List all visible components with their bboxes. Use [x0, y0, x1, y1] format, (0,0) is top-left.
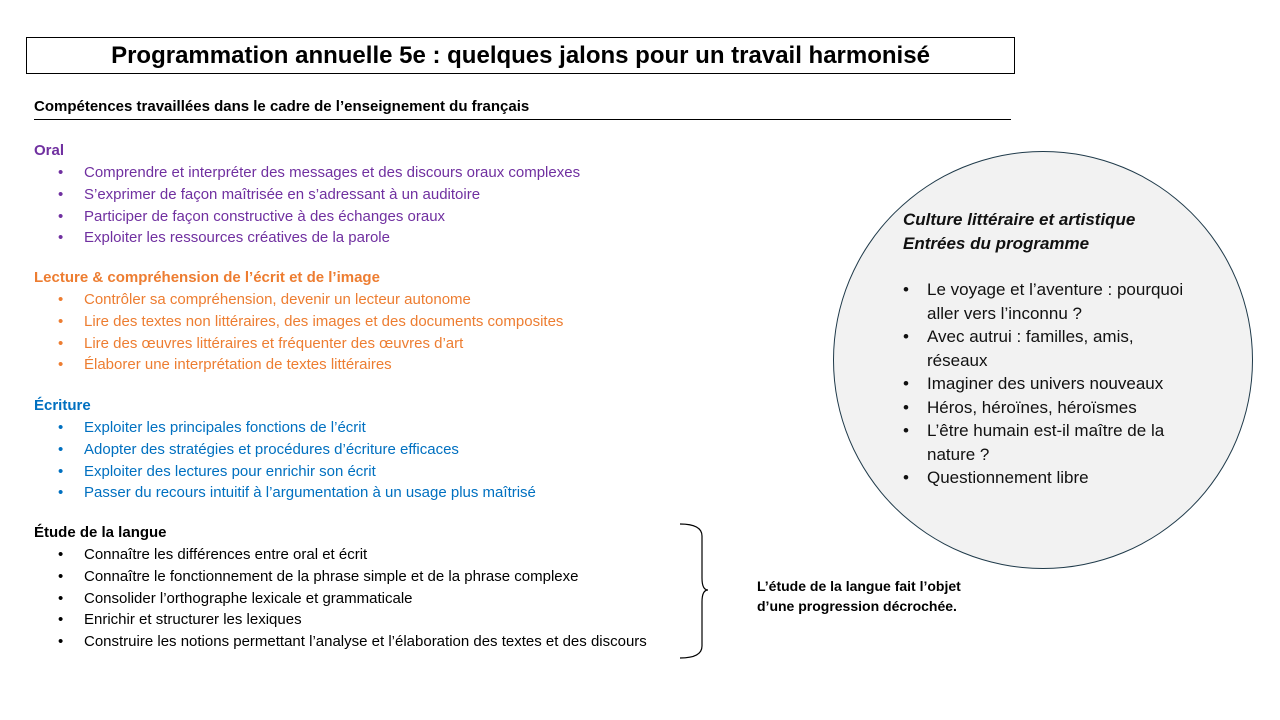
- list-item: • Construire les notions permettant l’analyse et l’élaboration des textes et des discours: [34, 631, 647, 653]
- list-item: • Lire des textes non littéraires, des images et des documents composites: [34, 311, 563, 333]
- list-item: • Exploiter des lectures pour enrichir son écrit: [34, 461, 536, 483]
- list-item: • Connaître les différences entre oral et écrit: [34, 544, 647, 566]
- list-item: • Participer de façon constructive à des échanges oraux: [34, 206, 580, 228]
- list-item: • Comprendre et interpréter des messages et des discours oraux complexes: [34, 162, 580, 184]
- list-item: • L’être humain est-il maître de la nature ?: [903, 419, 1187, 466]
- list-item: • Héros, héroïnes, héroïsmes: [903, 396, 1187, 420]
- section-heading: Étude de la langue: [34, 524, 167, 541]
- list-item: • Contrôler sa compréhension, devenir un lecteur autonome: [34, 289, 563, 311]
- section-heading: Lecture & compréhension de l’écrit et de l’image: [34, 269, 380, 286]
- list-item: • Questionnement libre: [903, 466, 1187, 490]
- list-item: • Consolider l’orthographe lexicale et grammaticale: [34, 588, 647, 610]
- list-item: • Imaginer des univers nouveaux: [903, 372, 1187, 396]
- list-item: • Élaborer une interprétation de textes littéraires: [34, 354, 563, 376]
- list-item: • Le voyage et l’aventure : pourquoi aller vers l’inconnu ?: [903, 278, 1187, 325]
- section-ecriture: [34, 395, 536, 504]
- note-line: d’une progression décrochée.: [757, 598, 957, 614]
- list-item: • Lire des œuvres littéraires et fréquenter des œuvres d’art: [34, 333, 563, 355]
- list-item: • Avec autrui : familles, amis, réseaux: [903, 325, 1187, 372]
- page-title: Programmation annuelle 5e : quelques jalons pour un travail harmonisé: [26, 37, 1015, 74]
- list-item: • Passer du recours intuitif à l’argumentation à un usage plus maîtrisé: [34, 482, 536, 504]
- list-item: • Adopter des stratégies et procédures d’écriture efficaces: [34, 439, 536, 461]
- right-brace-icon: [676, 522, 710, 662]
- list-item: • Exploiter les ressources créatives de la parole: [34, 227, 580, 249]
- section-oral: [34, 140, 580, 249]
- culture-heading: Culture littéraire et artistique: [903, 210, 1136, 229]
- culture-subheading: Entrées du programme: [903, 234, 1090, 253]
- note-line: L’étude de la langue fait l’objet: [757, 578, 961, 594]
- list-item: • S’exprimer de façon maîtrisée en s’adressant à un auditoire: [34, 184, 580, 206]
- list-item: • Connaître le fonctionnement de la phrase simple et de la phrase complexe: [34, 566, 647, 588]
- subtitle: Compétences travaillées dans le cadre de l’enseignement du français: [34, 97, 1011, 120]
- list-item: • Enrichir et structurer les lexiques: [34, 609, 647, 631]
- langue-note: [757, 576, 961, 616]
- section-heading: Oral: [34, 142, 65, 159]
- culture-panel: [903, 208, 1187, 490]
- list-item: • Exploiter les principales fonctions de l’écrit: [34, 417, 536, 439]
- section-heading: Écriture: [34, 397, 91, 414]
- section-langue: [34, 522, 647, 653]
- section-lecture: [34, 267, 563, 376]
